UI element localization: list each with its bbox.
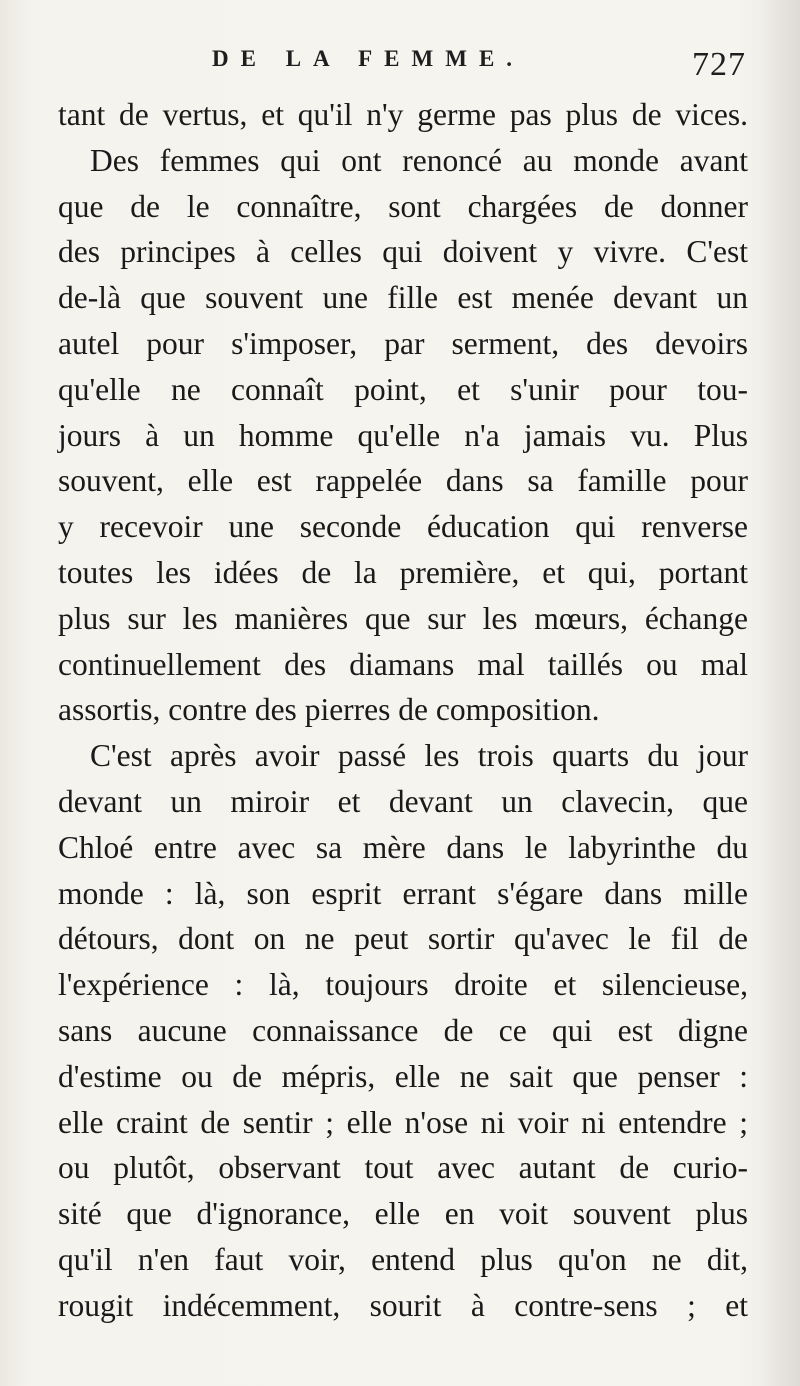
text-line: sans aucune connaissance de ce qui est digne [58, 1012, 748, 1048]
text-line: que de le connaître, sont chargées de donner [58, 188, 748, 224]
text-line: de-là que souvent une fille est menée devant un [58, 280, 748, 316]
text-line: monde : là, son esprit errant s'égare dans mille [58, 875, 748, 911]
text-line: plus sur les manières que sur les mœurs, échange [58, 600, 748, 636]
text-line: ou plutôt, observant tout avec autant de curio- [58, 1150, 748, 1186]
running-head: DE LA FEMME. [212, 46, 525, 71]
text-line: C'est après avoir passé les trois quarts du jour [90, 738, 748, 774]
page-edge-shadow [760, 0, 800, 1386]
text-line: Chloé entre avec sa mère dans le labyrinthe du [58, 829, 748, 865]
text-line: souvent, elle est rappelée dans sa famille pour [58, 463, 748, 499]
text-line: continuellement des diamans mal taillés ou mal [58, 646, 748, 682]
page-number: 727 [692, 46, 746, 83]
text-line: elle craint de sentir ; elle n'ose ni voir ni entendre ; [58, 1104, 748, 1140]
text-line: l'expérience : là, toujours droite et silencieuse, [58, 967, 748, 1003]
text-line: qu'il n'en faut voir, entend plus qu'on ne dit, [58, 1241, 748, 1277]
text-line: rougit indécemment, sourit à contre-sens ; et [58, 1287, 748, 1323]
text-line: devant un miroir et devant un clavecin, que [58, 783, 748, 819]
text-line: jours à un homme qu'elle n'a jamais vu. Plus [58, 417, 748, 453]
text-line: détours, dont on ne peut sortir qu'avec le fil de [58, 921, 748, 957]
text-line: toutes les idées de la première, et qui, portant [58, 554, 748, 590]
text-line: des principes à celles qui doivent y vivre. C'est [58, 234, 748, 270]
text-line: Des femmes qui ont renoncé au monde avant [90, 142, 748, 178]
text-line: y recevoir une seconde éducation qui renverse [58, 509, 748, 545]
text-line: autel pour s'imposer, par serment, des devoirs [58, 325, 748, 361]
text-line: assortis, contre des pierres de composition. [58, 692, 600, 728]
page-header [60, 44, 750, 88]
text-line: sité que d'ignorance, elle en voit souvent plus [58, 1196, 748, 1232]
text-line: d'estime ou de mépris, elle ne sait que penser : [58, 1058, 748, 1094]
body-text [58, 92, 748, 1329]
text-line: qu'elle ne connaît point, et s'unir pour tou- [58, 371, 748, 407]
text-line: tant de vertus, et qu'il n'y germe pas plus de vices. [58, 97, 748, 132]
